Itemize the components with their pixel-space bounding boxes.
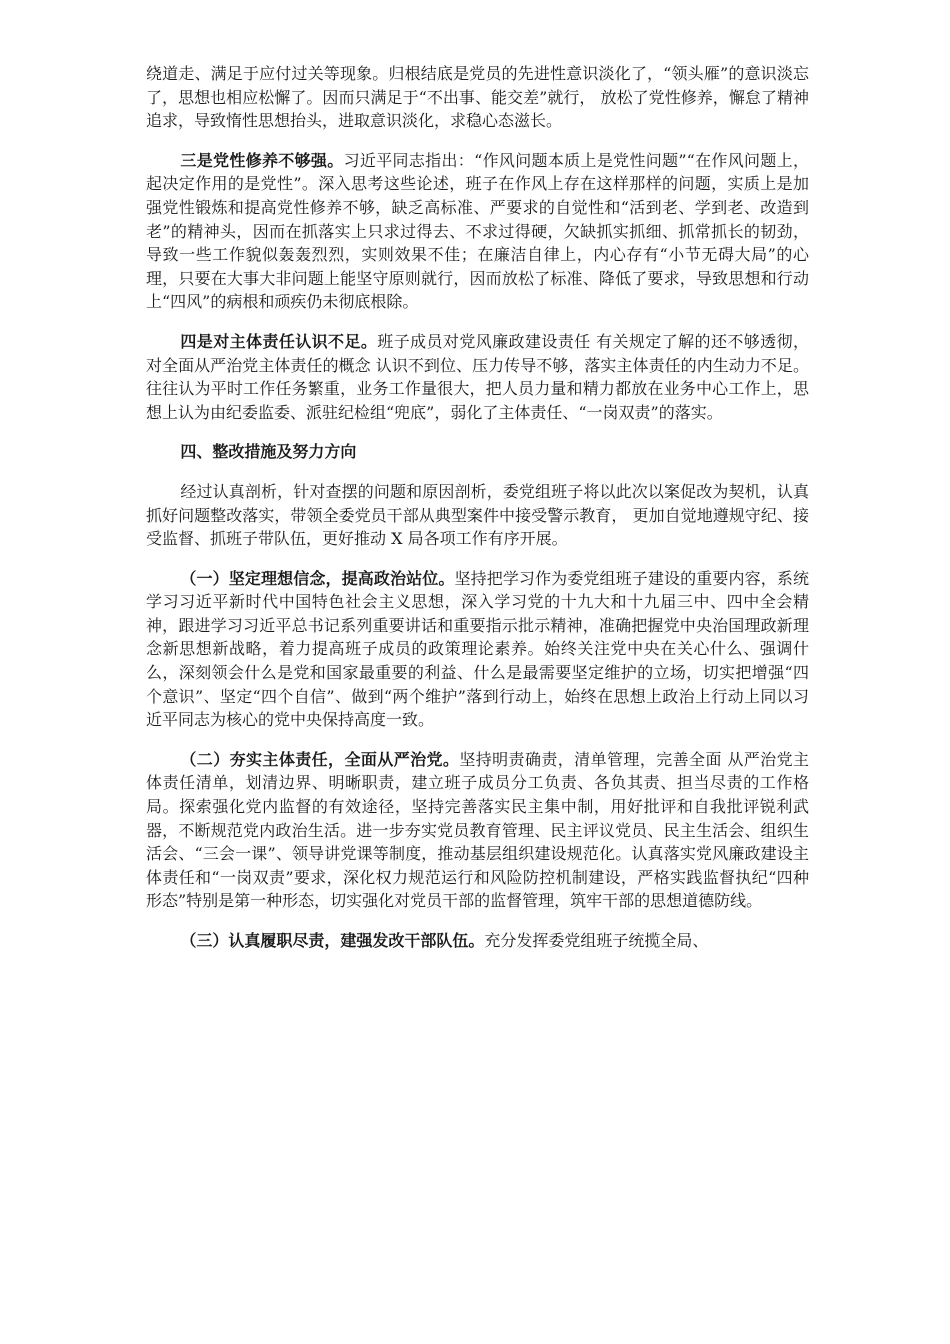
paragraph-text: 经过认真剖析，针对查摆的问题和原因剖析，委党组班子将以此次以案促改为契机，认真抓好问题整改落实，带领全委党员干部从典型案件中接受警示教育， 更加自觉地遵规守纪、接受监督、抓班子带队伍，更好推动 X 局各项工作有序开展。	[146, 481, 809, 549]
section-heading: 四、整改措施及努力方向	[180, 442, 357, 462]
paragraph-intro	[146, 480, 809, 551]
paragraph-text: 坚持把学习作为委党组班子建设的重要内容，系统学习习近平新时代中国特色社会主义思想，深入学习党的十九大和十九届三中、四中全会精神，跟进学习习近平总书记系列重要讲话和重要指示批示精神，准确把握党中央治国理政新理念新思想新战略，着力提高班子成员的政策理论素养。始终关注党中央在关心什么、强调什么，深刻领会什么是党和国家最重要的利益、什么是最需要坚定维护的立场，切实把增强“四个意识”、坚定“四个自信”、做到“两个维护”落到行动上，始终在思想上政治上行动上同以习近平同志为核心的党中央保持高度一致。	[146, 568, 809, 730]
document-page	[146, 62, 809, 969]
paragraph-text: 班子成员对党风廉政建设责任 有关规定了解的还不够透彻，对全面从严治党主体责任的概念 认识不到位、压力传导不够，落实主体责任的内生动力不足。 往往认为平时工作任务繁重，业务工作量很大，把人员力量和精力都放在业务中心工作上，思想上认为由纪委监委、派驻纪检组“兜底”，弱化了主体责任、“一岗双责”的落实。	[146, 331, 809, 422]
paragraph-lead: 三是党性修养不够强。	[180, 150, 344, 170]
paragraph-measure-3	[146, 929, 809, 953]
paragraph-measure-1	[146, 567, 809, 732]
paragraph-continuation	[146, 62, 809, 133]
paragraph-text: 绕道走、满足于应付过关等现象。归根结底是党员的先进性意识淡化了，“领头雁”的意识淡忘了，思想也相应松懈了。因而只满足于“不出事、能交差”就行， 放松了党性修养，懈怠了精神追求，导致惰性思想抬头，进取意识淡化，求稳心态滋长。	[146, 64, 809, 131]
paragraph-text: 坚持明责确责，清单管理，完善全面 从严治党主体责任清单，划清边界、明晰职责，建立班子成员分工负责、各负其责、担当尽责的工作格局。探索强化党内监督的有效途径，坚持完善落实民主集中制，用好批评和自我批评锐利武器，不断规范党内政治生活。进一步夯实党员教育管理、民主评议党员、民主生活会、组织生活会、“三会一课”、领导讲党课等制度，推动基层组织建设规范化。认真落实党风廉政建设主体责任和“一岗双责”要求，深化权力规范运行和风险防控机制建设，严格实践监督执纪“四种形态”特别是第一种形态，切实强化对党员干部的监督管理，筑牢干部的思想道德防线。	[146, 749, 809, 911]
paragraph-measure-2	[146, 748, 809, 913]
paragraph-lead: （一）坚定理想信念，提高政治站位。	[180, 568, 455, 588]
paragraph-text: 习近平同志指出：“作风问题本质上是党性问题”“在作风问题上，起决定作用的是党性”。深入思考这些论述，班子在作风上存在这样那样的问题，实质上是加强党性锻炼和提高党性修养不够，缺乏高标准、严要求的自觉性和“活到老、学到老、改造到老”的精神头，因而在抓落实上只求过得去、不求过得硬，欠缺抓实抓细、抓常抓长的韧劲，导致一些工作貌似轰轰烈烈，实则效果不佳；在廉洁自律上，内心存有“小节无碍大局”的心理，只要在大事大非问题上能坚守原则就行，因而放松了标准、降低了要求，导致思想和行动上“四风”的病根和顽疾仍未彻底根除。	[146, 150, 809, 312]
paragraph-lead: （三）认真履职尽责，建强发改干部队伍。	[180, 931, 485, 950]
paragraph-lead: 四是对主体责任认识不足。	[180, 331, 378, 351]
paragraph-text: 充分发挥委党组班子统揽全局、	[484, 931, 709, 950]
paragraph-main-responsibility	[146, 330, 809, 424]
paragraph-party-spirit	[146, 149, 809, 314]
paragraph-lead: （二）夯实主体责任，全面从严治党。	[180, 749, 460, 769]
